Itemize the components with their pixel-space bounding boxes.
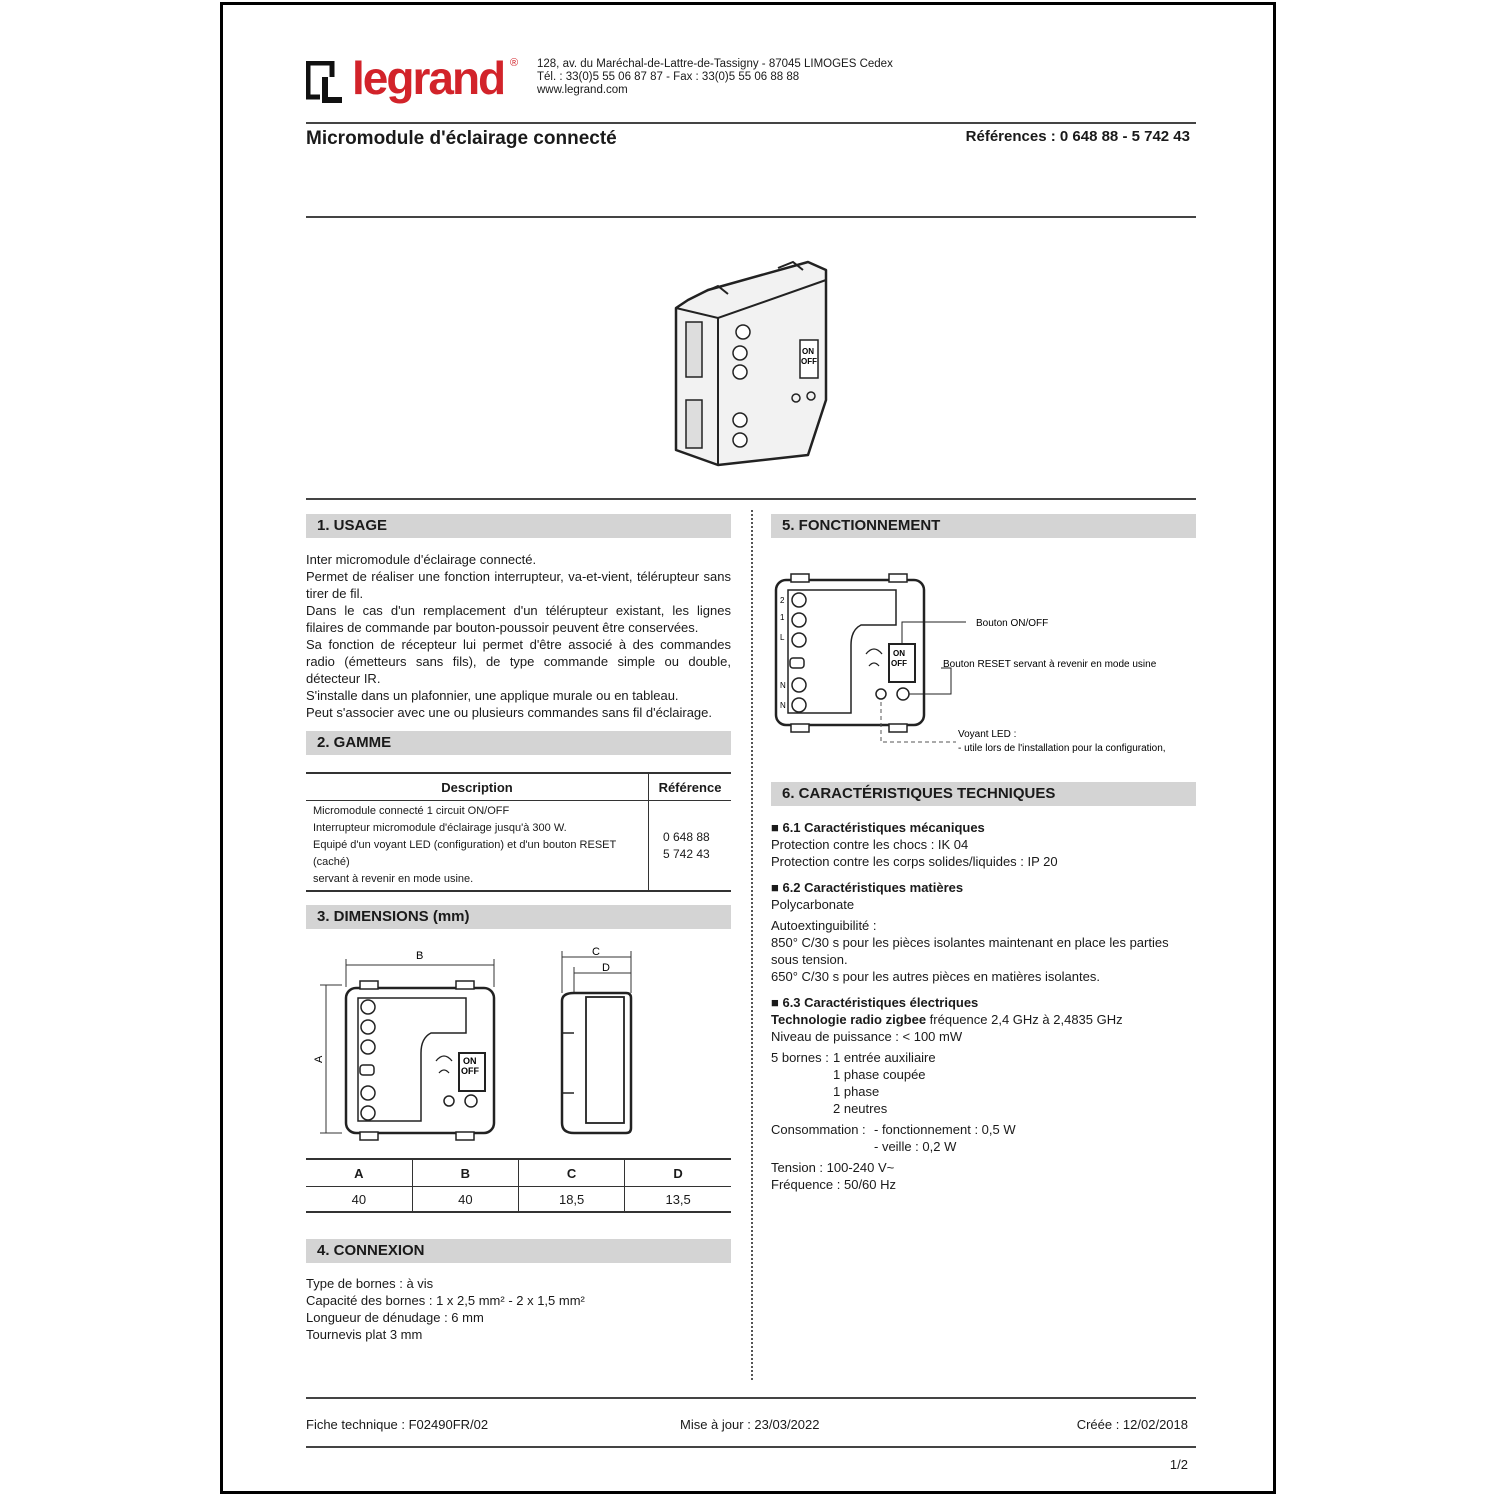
connexion-heading: 4. CONNEXION [306,1239,731,1263]
diagram-switch-on: ON [893,649,905,658]
address-line: 128, av. du Maréchal-de-Lattre-de-Tassigny - 87045 LIMOGES Cedex [537,58,893,70]
dimensions-drawing [306,943,731,1143]
callout-led-text: - utile lors de l'installation pour la configuration, [958,743,1166,754]
connexion-text [306,1275,731,1343]
dim-col-b: B [412,1159,518,1187]
dim-col-a: A [306,1159,412,1187]
dimensions-heading: 3. DIMENSIONS (mm) [306,905,731,929]
terminal-label: L [780,633,785,642]
gamme-description [306,801,649,892]
title-divider [306,216,1196,218]
references-title: Références : 0 648 88 - 5 742 43 [965,128,1190,145]
usage-paragraph: Permet de réaliser une fonction interrupteur, va-et-vient, télérupteur sans tirer de fil. [306,569,731,601]
brand-wordmark: legrand [352,52,505,104]
gamme-heading: 2. GAMME [306,731,731,755]
frequence: Fréquence : 50/60 Hz [771,1177,897,1192]
website-link[interactable]: www.legrand.com [537,84,628,96]
conso-item: - veille : 0,2 W [874,1139,957,1154]
borne-item: 1 phase [833,1084,880,1099]
product-illustration [668,250,838,475]
company-address [537,58,893,97]
terminal-label: 1 [780,613,785,622]
connexion-line: Tournevis plat 3 mm [306,1327,423,1342]
footer-bottom-divider [306,1446,1196,1448]
header-divider [306,122,1196,124]
usage-paragraph: Peut s'associer avec une ou plusieurs commandes sans fil d'éclairage. [306,705,713,720]
meca-line: Protection contre les chocs : IK 04 [771,837,969,852]
dim-value-b: 40 [412,1187,518,1213]
creee: Créée : 12/02/2018 [1076,1417,1188,1432]
product-switch-on: ON [802,347,814,356]
elec-radio-bold: Technologie radio zigbee [771,1012,927,1027]
registered-mark: ® [510,57,519,69]
legrand-logo [306,52,526,112]
borne-item: 1 phase coupée [833,1067,926,1082]
dim-label-a: A [313,1055,325,1063]
document-page [220,2,1276,1494]
diagram-switch-off: OFF [891,659,907,668]
elec-title: ■ 6.3 Caractéristiques électriques [771,995,979,1010]
gamme-col-reference: Référence [649,773,732,801]
dim-col-d: D [625,1159,731,1187]
dim-switch-off: OFF [461,1066,479,1076]
mise-a-jour: Mise à jour : 23/03/2022 [680,1417,820,1432]
terminal-label: 2 [780,596,785,605]
dim-value-c: 18,5 [519,1187,625,1213]
usage-paragraph: Sa fonction de récepteur lui permet d'être associé à des commandes radio (émetteurs sans fils), de type commande simple ou double, détecteur IR. [306,637,731,686]
caracteristiques-heading: 6. CARACTÉRISTIQUES TECHNIQUES [771,782,1196,806]
mat-line: Polycarbonate [771,897,855,912]
connexion-line: Capacité des bornes : 1 x 2,5 mm² - 2 x 1,5 mm² [306,1293,585,1308]
dim-col-c: C [519,1159,625,1187]
phone-line: Tél. : 33(0)5 55 06 87 87 - Fax : 33(0)5 55 06 88 88 [537,71,800,83]
conso-block [771,1121,1196,1155]
dim-switch-on: ON [463,1056,477,1066]
meca-title-text: 6.1 Caractéristiques mécaniques [782,820,985,835]
mat-line: 650° C/30 s pour les autres pièces en matières isolantes. [771,969,1100,984]
borne-item: 1 entrée auxiliaire [833,1050,936,1065]
usage-text [306,551,731,721]
conso-label: Consommation : [771,1122,866,1137]
meca-line: Protection contre les corps solides/liquides : IP 20 [771,854,1058,869]
dim-value-a: 40 [306,1187,412,1213]
fonctionnement-diagram [771,570,1196,760]
dimensions-table [306,1158,731,1213]
footer-top-divider [306,1397,1196,1399]
elec-radio [771,1011,1196,1028]
gamme-table [306,772,731,892]
column-separator [751,510,753,1380]
connexion-line: Type de bornes : à vis [306,1276,434,1291]
gamme-desc-line: Micromodule connecté 1 circuit ON/OFF [313,805,510,817]
mat-title-text: 6.2 Caractéristiques matières [782,880,964,895]
gamme-col-description: Description [306,773,649,801]
mat-line: 850° C/30 s pour les pièces isolantes maintenant en place les parties sous tension. [771,935,1169,967]
bornes-list [833,1049,936,1117]
page-number: 1/2 [1169,1457,1188,1472]
legrand-symbol-icon [306,61,346,105]
caracteristiques-text [771,819,1196,1193]
conso-item: - fonctionnement : 0,5 W [874,1122,1016,1137]
callout-led-title: Voyant LED : [958,729,1017,740]
elec-power: Niveau de puissance : < 100 mW [771,1029,963,1044]
gamme-ref: 5 742 43 [663,846,710,861]
dim-value-d: 13,5 [665,1191,691,1207]
borne-item: 2 neutres [833,1101,888,1116]
gamme-ref: 0 648 88 [663,829,710,844]
columns-top-divider [306,498,1196,500]
dim-label-b: B [416,950,424,962]
bornes-label: 5 bornes : [771,1050,829,1065]
meca-title: ■ 6.1 Caractéristiques mécaniques [771,820,985,835]
usage-heading: 1. USAGE [306,514,731,538]
fiche-technique: Fiche technique : F02490FR/02 [306,1417,489,1432]
dim-label-d: D [602,962,610,974]
mat-line: Autoextinguibilité : [771,918,877,933]
gamme-desc-line: Interrupteur micromodule d'éclairage jusqu'à 300 W. [313,822,567,834]
page-title: Micromodule d'éclairage connecté [306,128,617,149]
gamme-desc-line: Equipé d'un voyant LED (configuration) et d'un bouton RESET (caché) [313,839,617,868]
elec-radio-rest: fréquence 2,4 GHz à 2,4835 GHz [926,1012,1123,1027]
terminal-label: N [780,681,786,690]
terminal-label: N [780,701,786,710]
usage-paragraph: Dans le cas d'un remplacement d'un télérupteur existant, les lignes filaires de commande par bouton-poussoir peuvent être conservées. [306,603,731,635]
callout-reset: Bouton RESET servant à revenir en mode usine [943,659,1157,670]
gamme-references [649,801,732,892]
fonctionnement-heading: 5. FONCTIONNEMENT [771,514,1196,538]
conso-list [874,1121,1016,1155]
bornes-block [771,1049,1196,1117]
tension: Tension : 100-240 V~ [771,1160,895,1175]
usage-paragraph: S'installe dans un plafonnier, une applique murale ou en tableau. [306,688,679,703]
usage-paragraph: Inter micromodule d'éclairage connecté. [306,552,537,567]
dim-label-c: C [592,946,600,958]
callout-onoff: Bouton ON/OFF [976,618,1049,629]
product-switch-off: OFF [801,357,817,366]
gamme-desc-line: servant à revenir en mode usine. [313,873,474,885]
elec-title-text: 6.3 Caractéristiques électriques [782,995,979,1010]
mat-title: ■ 6.2 Caractéristiques matières [771,880,964,895]
connexion-line: Longueur de dénudage : 6 mm [306,1310,484,1325]
